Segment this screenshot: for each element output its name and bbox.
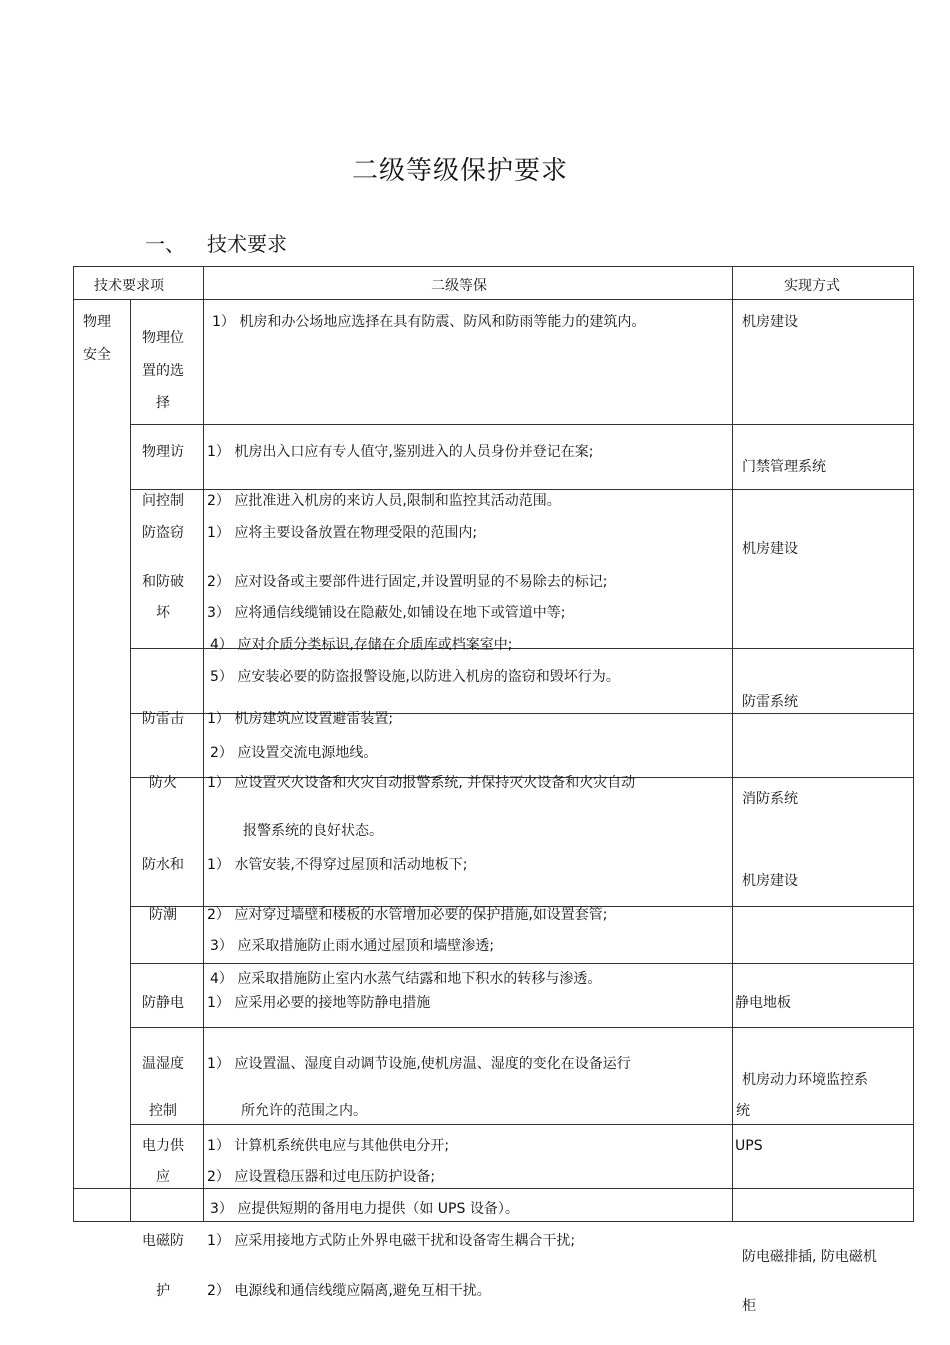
item-label: 防盗窃 bbox=[142, 525, 184, 541]
row-divider bbox=[130, 1027, 914, 1028]
header-item: 技术要求项 bbox=[94, 278, 164, 294]
item-label: 防火 bbox=[149, 775, 177, 791]
table-border-top bbox=[73, 266, 914, 267]
item-label: 择 bbox=[156, 395, 170, 411]
requirement-text: 2） 电源线和通信线缆应隔离,避免互相干扰。 bbox=[207, 1283, 491, 1299]
row-divider bbox=[130, 1124, 914, 1125]
table-border-left bbox=[73, 266, 74, 1222]
row-divider bbox=[73, 299, 914, 300]
item-label: 电磁防 bbox=[142, 1233, 184, 1249]
requirement-text: 4） 应采取措施防止室内水蒸气结露和地下积水的转移与渗透。 bbox=[210, 971, 602, 987]
requirement-text: 所允许的范围之内。 bbox=[241, 1103, 367, 1119]
implementation-text: UPS bbox=[735, 1138, 763, 1154]
header-level: 二级等保 bbox=[431, 278, 487, 294]
implementation-text: 防雷系统 bbox=[742, 694, 798, 710]
requirement-text: 1） 机房建筑应设置避雷装置; bbox=[207, 711, 394, 727]
requirement-text: 报警系统的良好状态。 bbox=[243, 823, 383, 839]
requirement-text: 2） 应对设备或主要部件进行固定,并设置明显的不易除去的标记; bbox=[207, 574, 608, 590]
requirement-text: 4） 应对介质分类标识,存储在介质库或档案室中; bbox=[210, 637, 513, 653]
implementation-text: 门禁管理系统 bbox=[742, 459, 826, 475]
col-divider-3 bbox=[732, 266, 733, 1222]
implementation-text: 静电地板 bbox=[735, 995, 791, 1011]
requirement-text: 2） 应设置交流电源地线。 bbox=[210, 745, 378, 761]
section-title: 技术要求 bbox=[207, 232, 287, 256]
item-label: 护 bbox=[156, 1283, 170, 1299]
item-label: 防水和 bbox=[142, 857, 184, 873]
section-heading bbox=[145, 228, 287, 257]
item-label: 防潮 bbox=[149, 907, 177, 923]
requirement-text: 1） 水管安装,不得穿过屋顶和活动地板下; bbox=[207, 857, 468, 873]
implementation-text: 机房建设 bbox=[742, 314, 798, 330]
table-border-bottom bbox=[73, 1221, 914, 1222]
item-label: 防雷击 bbox=[142, 711, 184, 727]
requirement-text: 1） 应设置温、湿度自动调节设施,使机房温、湿度的变化在设备运行 bbox=[207, 1056, 631, 1072]
requirement-text: 3） 应采取措施防止雨水通过屋顶和墙壁渗透; bbox=[210, 938, 495, 954]
item-label: 问控制 bbox=[142, 493, 184, 509]
implementation-text: 机房建设 bbox=[742, 873, 798, 889]
category-label: 安全 bbox=[83, 347, 111, 363]
item-label: 物理位 bbox=[142, 330, 184, 346]
item-label: 防静电 bbox=[142, 995, 184, 1011]
category-label: 物理 bbox=[83, 314, 111, 330]
requirement-text: 1） 机房出入口应有专人值守,鉴别进入的人员身份并登记在案; bbox=[207, 444, 594, 460]
item-label: 置的选 bbox=[142, 363, 184, 379]
implementation-text: 统 bbox=[736, 1103, 750, 1119]
item-label: 物理访 bbox=[142, 444, 184, 460]
requirement-text: 3） 应将通信线缆铺设在隐蔽处,如铺设在地下或管道中等; bbox=[207, 605, 566, 621]
item-label: 应 bbox=[156, 1169, 170, 1185]
requirement-text: 1） 计算机系统供电应与其他供电分开; bbox=[207, 1138, 450, 1154]
col-divider-2 bbox=[203, 266, 204, 1222]
item-label: 温湿度 bbox=[142, 1056, 184, 1072]
page-title: 二级等级保护要求 bbox=[351, 156, 568, 186]
table-border-right bbox=[913, 266, 914, 1222]
item-label: 电力供 bbox=[142, 1138, 184, 1154]
implementation-text: 机房建设 bbox=[742, 541, 798, 557]
requirement-text: 3） 应提供短期的备用电力提供（如 UPS 设备）。 bbox=[210, 1201, 519, 1217]
requirement-text: 2） 应设置稳压器和过电压防护设备; bbox=[207, 1169, 436, 1185]
col-divider-1 bbox=[130, 299, 131, 1222]
item-label: 和防破 bbox=[142, 574, 184, 590]
requirement-text: 1） 应将主要设备放置在物理受限的范围内; bbox=[207, 525, 478, 541]
requirement-text: 1） 机房和办公场地应选择在具有防震、防风和防雨等能力的建筑内。 bbox=[212, 314, 646, 330]
requirement-text: 2） 应对穿过墙壁和楼板的水管增加必要的保护措施,如设置套管; bbox=[207, 907, 608, 923]
requirement-text: 1） 应采用接地方式防止外界电磁干扰和设备寄生耦合干扰; bbox=[207, 1233, 576, 1249]
row-divider bbox=[130, 489, 914, 490]
row-divider bbox=[73, 1188, 914, 1189]
implementation-text: 机房动力环境监控系 bbox=[742, 1072, 868, 1088]
implementation-text: 防电磁排插, 防电磁机 bbox=[742, 1249, 877, 1265]
requirement-text: 1） 应采用必要的接地等防静电措施 bbox=[207, 995, 431, 1011]
row-divider bbox=[130, 963, 914, 964]
requirement-text: 5） 应安装必要的防盗报警设施,以防进入机房的盗窃和毁坏行为。 bbox=[210, 669, 620, 685]
header-implementation: 实现方式 bbox=[784, 278, 840, 294]
implementation-text: 消防系统 bbox=[742, 791, 798, 807]
item-label: 控制 bbox=[149, 1103, 177, 1119]
item-label: 坏 bbox=[156, 605, 170, 621]
section-number: 一、 bbox=[145, 232, 185, 256]
row-divider bbox=[130, 424, 914, 425]
requirement-text: 1） 应设置灭火设备和火灾自动报警系统, 并保持灭火设备和火灾自动 bbox=[207, 775, 636, 791]
implementation-text: 柜 bbox=[742, 1298, 756, 1314]
requirement-text: 2） 应批准进入机房的来访人员,限制和监控其活动范围。 bbox=[207, 493, 561, 509]
